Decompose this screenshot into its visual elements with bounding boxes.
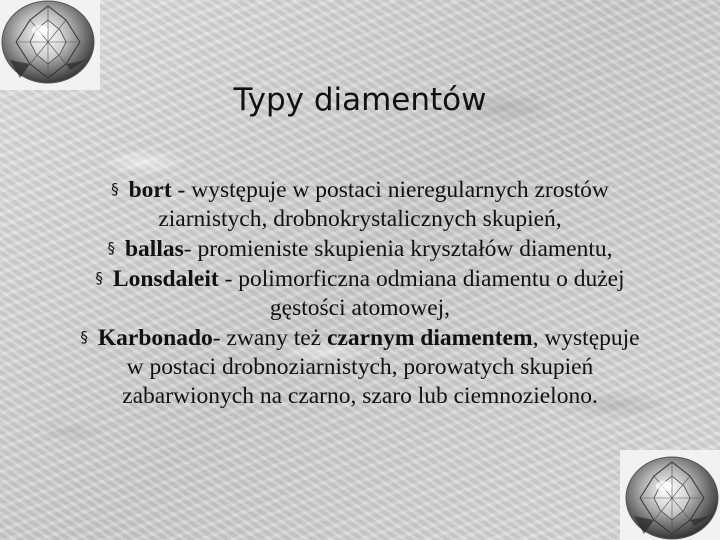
bullet-icon: § bbox=[95, 269, 103, 287]
bullet-text: - występuje w postaci nieregularnych zrostów bbox=[171, 177, 609, 203]
bullet-list bbox=[10, 175, 710, 411]
bullet-item-ballas bbox=[10, 234, 710, 264]
bullet-text: - zwany też bbox=[212, 325, 327, 351]
bullet-term: Lonsdaleit bbox=[112, 266, 219, 292]
bullet-term: ballas bbox=[124, 236, 184, 262]
bullet-text: - polimorficzna odmiana diamentu o dużej bbox=[218, 266, 625, 292]
bullet-item-bort bbox=[10, 175, 710, 234]
bullet-icon: § bbox=[111, 180, 119, 198]
bullet-text: - promieniste skupienia kryształów diamentu, bbox=[183, 236, 613, 262]
slide-title bbox=[0, 82, 720, 118]
bullet-term: bort bbox=[128, 177, 172, 203]
slide-title-text: Typy diamentów bbox=[233, 82, 487, 118]
bullet-icon: § bbox=[107, 239, 115, 257]
bullet-text-continued: w postaci drobnoziarnistych, porowatych skupień bbox=[126, 354, 594, 380]
bullet-text-continued: ziarnistych, drobnokrystalicznych skupień, bbox=[158, 206, 562, 232]
bullet-term: Karbonado bbox=[97, 325, 213, 351]
bullet-text-continued: zabarwionych na czarno, szaro lub ciemnozielono. bbox=[122, 383, 598, 409]
bullet-item-lonsdaleit bbox=[10, 264, 710, 323]
bullet-text-continued: gęstości atomowej, bbox=[269, 295, 451, 321]
diamond-image-top-left bbox=[0, 0, 100, 90]
diamond-image-bottom-right bbox=[620, 450, 720, 540]
bullet-item-karbonado bbox=[10, 323, 710, 411]
bullet-emphasis: czarnym diamentem bbox=[326, 325, 533, 351]
bullet-icon: § bbox=[80, 328, 88, 346]
bullet-text: , występuje bbox=[532, 325, 640, 351]
